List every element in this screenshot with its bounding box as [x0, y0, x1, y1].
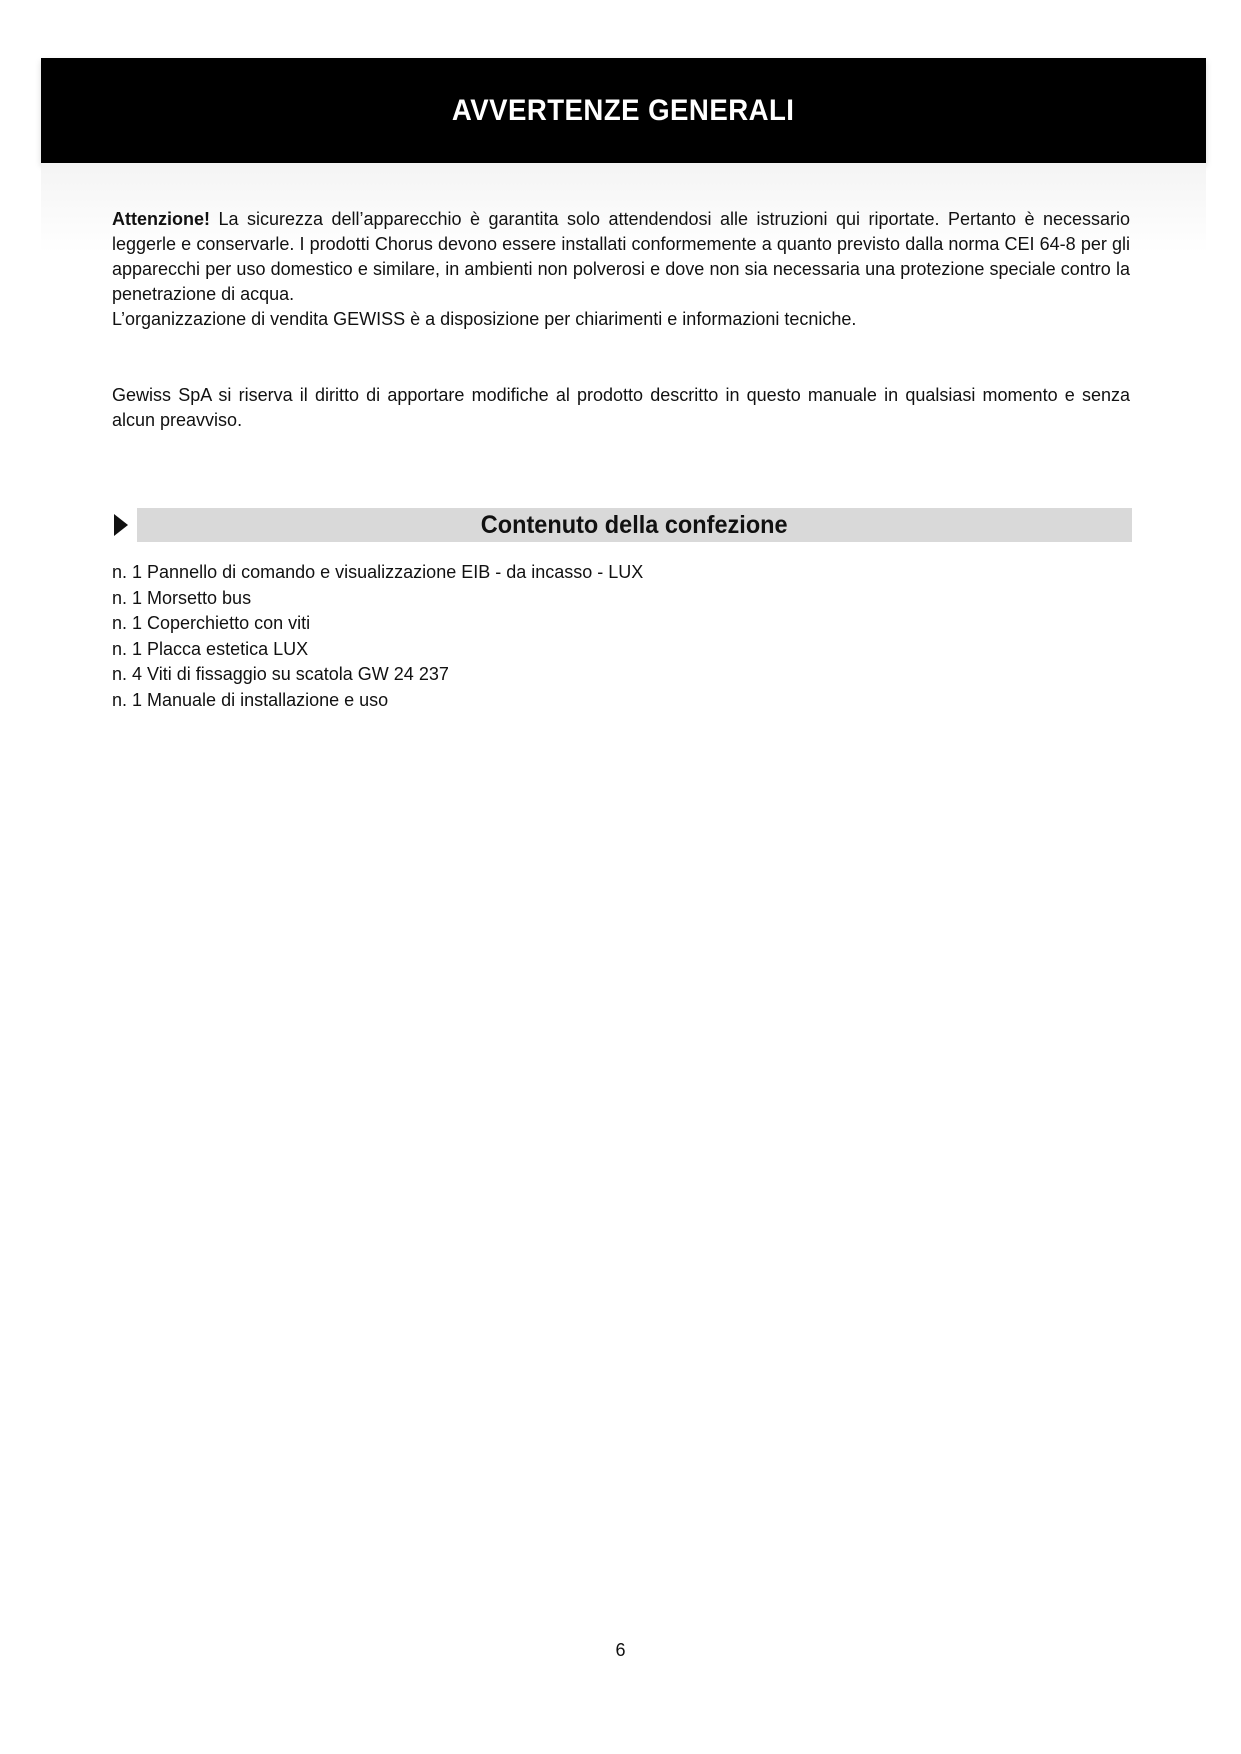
warning-block [112, 207, 1130, 332]
disclaimer-block [112, 383, 1130, 433]
warning-lead: Attenzione! [112, 209, 210, 229]
warning-text: La sicurezza dell’apparecchio è garantita solo attendendosi alle istruzioni qui riportate. Pertanto è necessario leggerle e conservarle. I prodotti Chorus devono essere installati conformemente a quanto previsto dalla norma CEI 64-8 per gli apparecchi per uso domestico e similare, in ambienti non polverosi e dove non sia necessaria una protezione speciale contro la penetrazione di acqua. [112, 209, 1130, 304]
page-title: AVVERTENZE GENERALI [452, 93, 795, 127]
page-number: 6 [615, 1640, 626, 1660]
list-item: n. 1 Coperchietto con viti [112, 613, 311, 633]
list-item: n. 1 Pannello di comando e visualizzazione EIB - da incasso - LUX [112, 562, 644, 582]
section-title: Contenuto della confezione [481, 510, 788, 539]
warning-paragraph [112, 207, 1130, 307]
list-item: n. 4 Viti di fissaggio su scatola GW 24 237 [112, 664, 449, 684]
section-heading [112, 508, 1132, 542]
list-item: n. 1 Morsetto bus [112, 587, 252, 608]
section-band [137, 508, 1132, 542]
list-item: n. 1 Placca estetica LUX [112, 638, 309, 659]
package-contents-list [112, 560, 643, 713]
list-item: n. 1 Manuale di installazione e uso [112, 689, 389, 710]
arrow-right-icon [114, 514, 128, 536]
disclaimer-text: Gewiss SpA si riserva il diritto di apportare modifiche al prodotto descritto in questo manuale in qualsiasi momento e senza alcun preavviso. [112, 385, 1130, 430]
page-header [41, 58, 1206, 163]
sales-note: L’organizzazione di vendita GEWISS è a disposizione per chiarimenti e informazioni tecniche. [112, 309, 857, 329]
